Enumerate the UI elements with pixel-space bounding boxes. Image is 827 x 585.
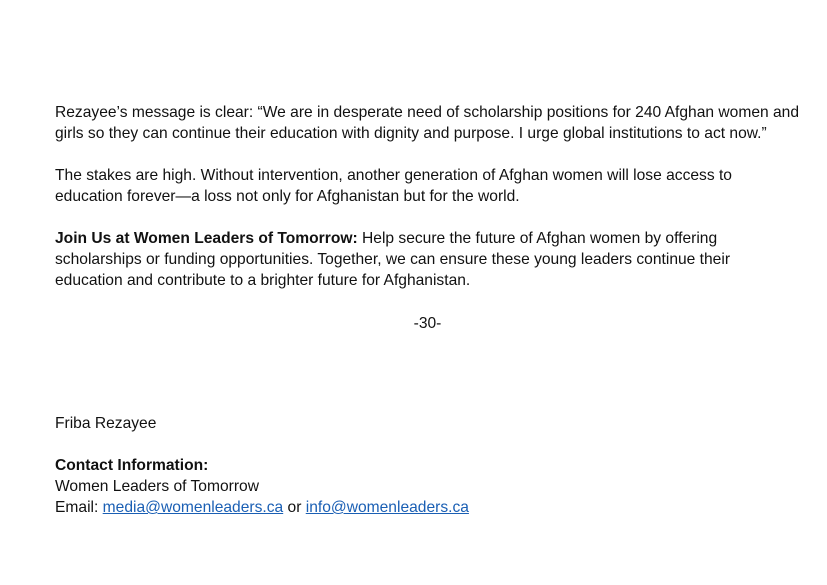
- email-link-info[interactable]: info@womenleaders.ca: [305, 499, 469, 516]
- end-mark: -30-: [413, 315, 442, 332]
- message-text: Rezayee’s message is clear: “We are in desperate need of scholarship positions for 240 Afghan women and girls so they can continue their education with dignity and purpose. I urge global institutions to act now.”: [55, 104, 800, 142]
- stakes-text: The stakes are high. Without intervention, another generation of Afghan women will lose access to education forever—a loss not only for Afghanistan but for the world.: [55, 167, 732, 205]
- join-heading: Join Us at Women Leaders of Tomorrow:: [55, 230, 358, 247]
- contact-heading: Contact Information:: [55, 457, 209, 474]
- email-separator: or: [283, 499, 306, 516]
- join-body: Help secure the future of Afghan women by offering scholarships or funding opportunities. Together, we can ensure these young leaders continue their education and contribute to a brighter future for Afghanistan.: [55, 230, 731, 289]
- signature-name: Friba Rezayee: [55, 415, 157, 432]
- document-page: [55, 102, 800, 516]
- contact-email-line: [55, 497, 469, 518]
- contact-block: [55, 455, 469, 518]
- contact-organization: Women Leaders of Tomorrow: [55, 478, 259, 495]
- email-link-media[interactable]: media@womenleaders.ca: [102, 499, 284, 516]
- email-label: Email:: [55, 499, 103, 516]
- stakes-paragraph: [55, 165, 800, 207]
- join-paragraph: [55, 228, 800, 291]
- message-paragraph: [55, 102, 800, 144]
